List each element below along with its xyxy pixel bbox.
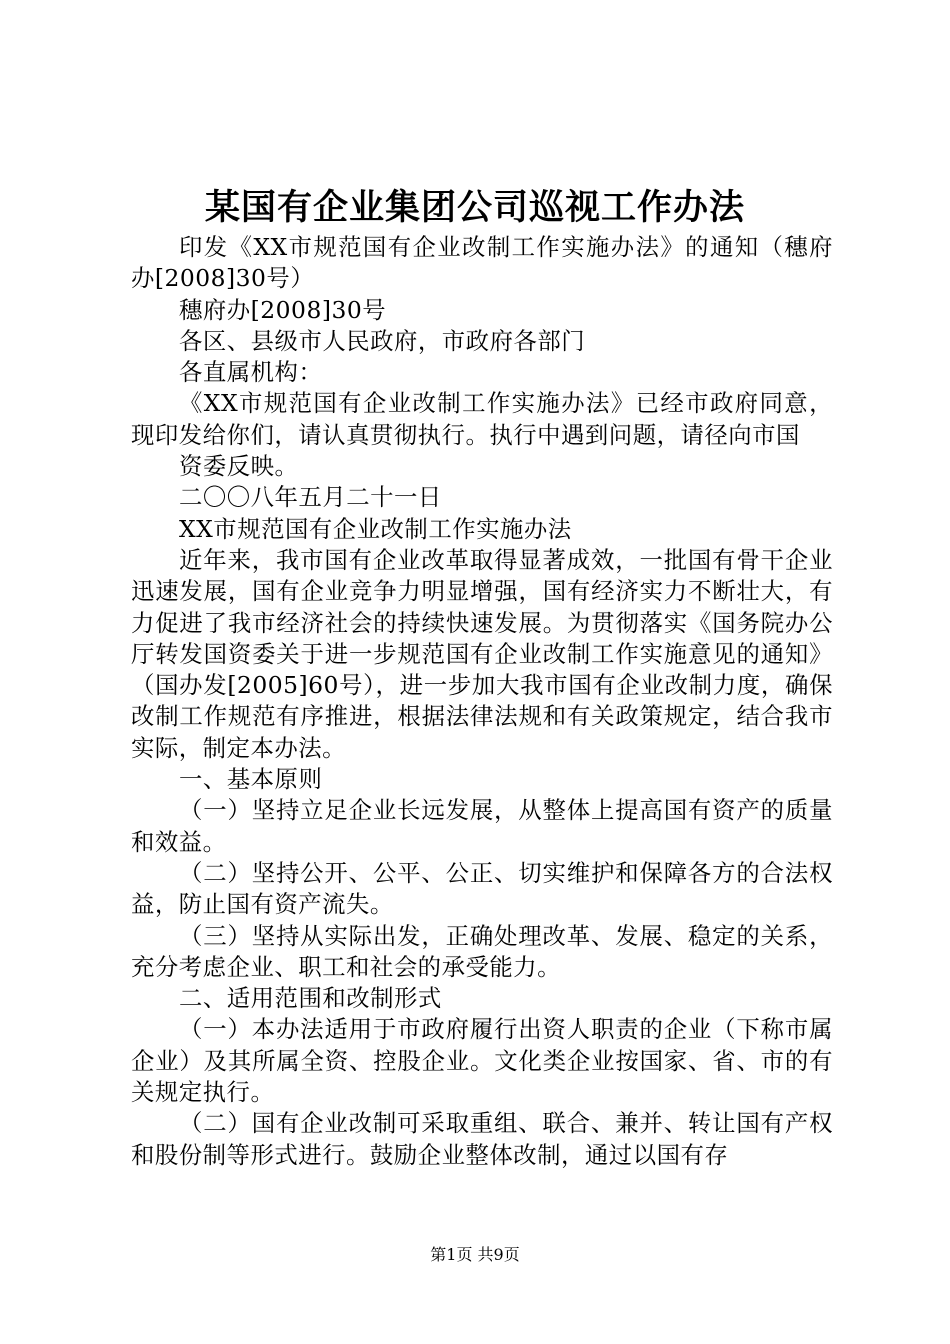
page-footer: 第1页 共9页 (430, 1245, 520, 1264)
paragraph-recipients-cont: 各直属机构： (179, 358, 323, 387)
paragraph-recipients: 各区、县级市人民政府，市政府各部门 (179, 326, 586, 355)
paragraph-doc-number: 穗府办[2008]30号 (179, 295, 387, 324)
paragraph-principle-2: （二）坚持公开、公平、公正、切实维护和保障各方的合法权益，防止国有资产流失。 (131, 858, 833, 919)
paragraph-notice-heading: 印发《XX市规范国有企业改制工作实施办法》的通知（穗府办[2008]30号） (131, 233, 833, 293)
paragraph-subtitle: XX市规范国有企业改制工作实施办法 (179, 514, 572, 543)
document-title: 某国有企业集团公司巡视工作办法 (204, 187, 745, 228)
paragraph-scope-1: （一）本办法适用于市政府履行出资人职责的企业（下称市属企业）及其所属全资、控股企业。文化类企业按国家、省、市的有关规定执行。 (131, 1015, 833, 1107)
paragraph-notice-body-cont: 资委反映。 (179, 452, 299, 481)
paragraph-date: 二〇〇八年五月二十一日 (179, 483, 442, 512)
section-heading-scope: 二、适用范围和改制形式 (179, 984, 442, 1013)
paragraph-notice-body: 《XX市规范国有企业改制工作实施办法》已经市政府同意，现印发给你们，请认真贯彻执行。执行中遇到问题，请径向市国 (131, 389, 833, 449)
paragraph-intro: 近年来，我市国有企业改革取得显著成效，一批国有骨干企业迅速发展，国有企业竞争力明显增强，国有经济实力不断壮大，有力促进了我市经济社会的持续快速发展。为贯彻落实《国务院办公厅转发国资委关于进一步规范国有企业改制工作实施意见的通知》（国办发[2005]60号），进一步加大我市国有企业改制力度，确保改制工作规范有序推进，根据法律法规和有关政策规定，结合我市实际，制定本办法。 (131, 545, 833, 762)
paragraph-scope-2: （二）国有企业改制可采取重组、联合、兼并、转让国有产权和股份制等形式进行。鼓励企业整体改制，通过以国有存 (131, 1109, 833, 1169)
section-heading-principles: 一、基本原则 (179, 765, 323, 794)
paragraph-principle-3: （三）坚持从实际出发，正确处理改革、发展、稳定的关系，充分考虑企业、职工和社会的承受能力。 (131, 921, 833, 981)
document-body (131, 232, 833, 1171)
paragraph-principle-1: （一）坚持立足企业长远发展，从整体上提高国有资产的质量和效益。 (131, 796, 833, 856)
